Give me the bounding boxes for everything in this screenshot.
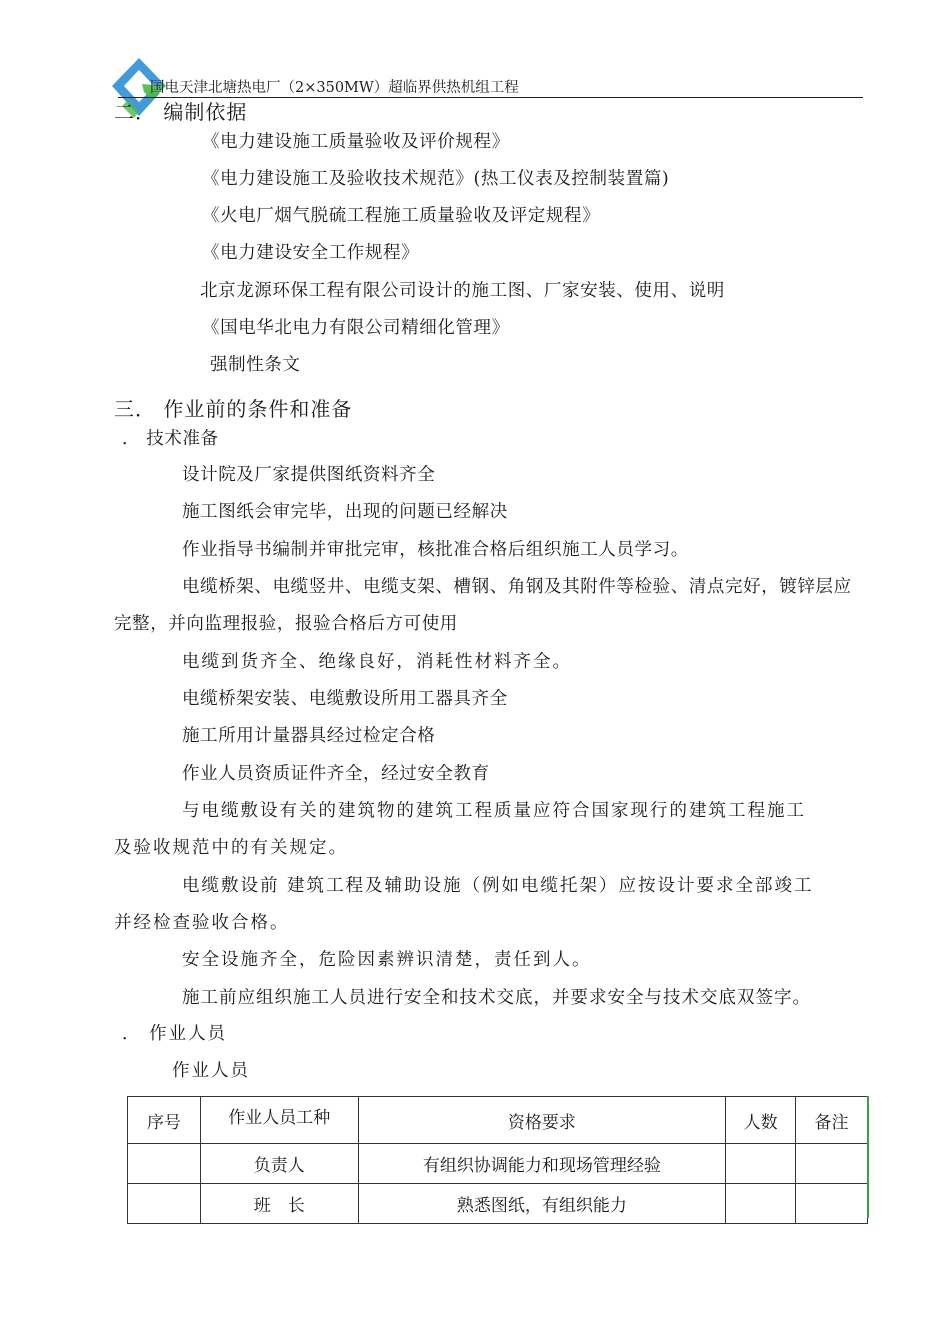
prep-line: 施工前应组织施工人员进行安全和技术交底，并要求安全与技术交底双签字。 (182, 988, 811, 1008)
cell-job-type: 班 长 (200, 1184, 358, 1224)
table-edge-marker (867, 1096, 869, 1218)
cell-index (128, 1144, 201, 1184)
prep-line: 及验收规范中的有关规定。 (114, 838, 348, 858)
cell-qualification: 熟悉图纸，有组织能力 (358, 1184, 725, 1224)
header-title: 国电天津北塘热电厂（2×350MW）超临界供热机组工程 (150, 80, 519, 96)
col-header-index: 序号 (128, 1097, 201, 1144)
prep-line: 施工图纸会审完毕，出现的问题已经解决 (182, 502, 508, 522)
staff-table-caption: 作业人员 (172, 1061, 250, 1081)
basis-item: 《电力建设安全工作规程》 (202, 243, 420, 263)
prep-line: 作业指导书编制并审批完审，核批准合格后组织施工人员学习。 (182, 540, 689, 560)
section-3-heading: 三． 作业前的条件和准备 (114, 397, 353, 421)
subsection-technical-title: ． 技术准备 (122, 429, 219, 449)
basis-item: 北京龙源环保工程有限公司设计的施工图、厂家安装、使用、说明 (200, 281, 725, 301)
cell-qualification: 有组织协调能力和现场管理经验 (358, 1144, 725, 1184)
prep-line: 完整，并向监理报验，报验合格后方可使用 (114, 614, 458, 634)
basis-item: 《电力建设施工及验收技术规范》(热工仪表及控制装置篇) (202, 169, 670, 189)
subsection-staff-title: ． 作业人员 (122, 1024, 228, 1044)
prep-line: 电缆到货齐全、绝缘良好，消耗性材料齐全。 (182, 652, 572, 672)
prep-line: 电缆敷设前 建筑工程及辅助设施（例如电缆托架）应按设计要求全部竣工 (182, 876, 814, 896)
basis-item: 《电力建设施工质量验收及评价规程》 (202, 132, 510, 152)
prep-line: 电缆桥架、电缆竖井、电缆支架、槽钢、角钢及其附件等检验、清点完好，镀锌层应 (182, 577, 852, 597)
prep-line: 并经检查验收合格。 (114, 913, 290, 933)
prep-line: 安全设施齐全，危险因素辨识清楚，责任到人。 (182, 950, 592, 970)
cell-index (128, 1184, 201, 1224)
basis-item: 《国电华北电力有限公司精细化管理》 (202, 318, 510, 338)
cell-count (726, 1184, 796, 1224)
basis-item: 《火电厂烟气脱硫工程施工质量验收及评定规程》 (202, 206, 601, 226)
table-row (128, 1184, 868, 1224)
cell-count (726, 1144, 796, 1184)
cell-job-type: 负责人 (200, 1144, 358, 1184)
prep-line: 施工所用计量器具经过检定合格 (182, 726, 436, 746)
table-row (128, 1144, 868, 1184)
cell-remarks (796, 1144, 868, 1184)
col-header-qualification: 资格要求 (358, 1097, 725, 1144)
col-header-remarks: 备注 (796, 1097, 868, 1144)
cell-remarks (796, 1184, 868, 1224)
section-2-heading: 二． 编制依据 (114, 100, 248, 124)
col-header-job-type: 作业人员工种 (200, 1097, 358, 1144)
prep-line: 与电缆敷设有关的建筑物的建筑工程质量应符合国家现行的建筑工程施工 (182, 801, 806, 821)
col-header-count: 人数 (726, 1097, 796, 1144)
basis-item: 强制性条文 (210, 355, 301, 375)
prep-line: 设计院及厂家提供图纸资料齐全 (182, 465, 436, 485)
staff-table (127, 1096, 868, 1224)
prep-line: 作业人员资质证件齐全，经过安全教育 (182, 764, 490, 784)
prep-line: 电缆桥架安装、电缆敷设所用工器具齐全 (182, 689, 508, 709)
table-header-row (128, 1097, 868, 1144)
